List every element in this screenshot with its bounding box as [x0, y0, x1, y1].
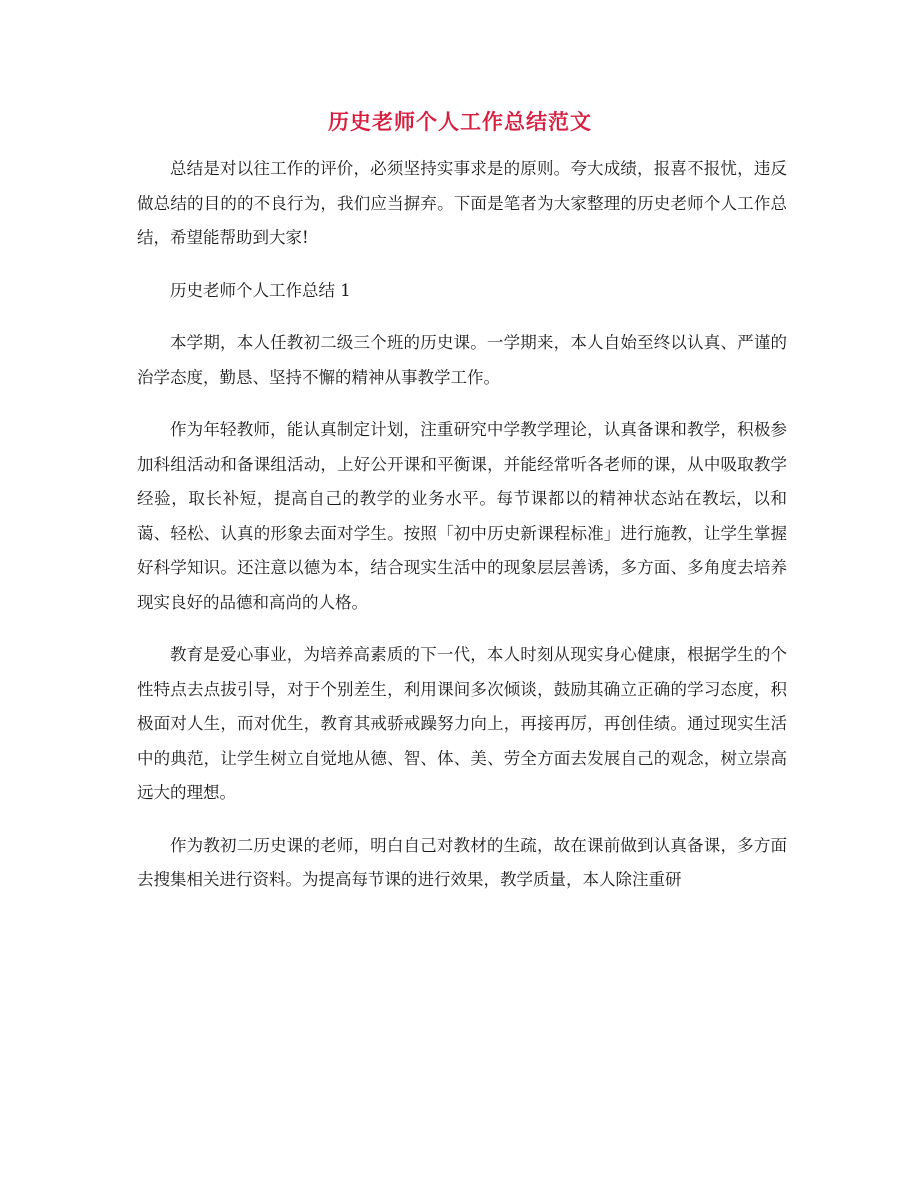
document-title: 历史老师个人工作总结范文 — [328, 110, 592, 134]
section-heading: 历史老师个人工作总结 1 — [170, 280, 351, 300]
paragraph: 作为年轻教师，能认真制定计划，注重研究中学教学理论，认真备课和教学，积极参加科组活动和备课组活动，上好公开课和平衡课，并能经常听各老师的课，从中吸取教学经验，取长补短，提高自己的教学的业务水平。每节课都以的精神状态站在教坛，以和蔼、轻松、认真的形象去面对学生。按照「初中历史新课程标准」进行施教，让学生掌握好科学知识。还注意以德为本，结合现实生活中的现象层层善诱，多方面、多角度去培养现实良好的品德和高尚的人格。 — [137, 420, 787, 612]
document-body — [137, 152, 787, 898]
paragraph: 教育是爱心事业，为培养高素质的下一代，本人时刻从现实身心健康，根据学生的个性特点去点拔引导，对于个别差生，利用课间多次倾谈，鼓励其确立正确的学习态度，积极面对人生，而对优生，教育其戒骄戒躁努力向上，再接再厉，再创佳绩。通过现实生活中的典范，让学生树立自觉地从德、智、体、美、劳全方面去发展自己的观念，树立崇高远大的理想。 — [137, 645, 787, 802]
paragraph-intro: 总结是对以往工作的评价，必须坚持实事求是的原则。夸大成绩，报喜不报忧，违反做总结的目的的不良行为，我们应当摒弃。下面是笔者为大家整理的历史老师个人工作总结，希望能帮助到大家! — [137, 159, 787, 247]
paragraph: 作为教初二历史课的老师，明白自己对教材的生疏，故在课前做到认真备课，多方面去搜集相关进行资料。为提高每节课的进行效果，教学质量，本人除注重研 — [137, 835, 787, 889]
paragraph: 本学期，本人任教初二级三个班的历史课。一学期来，本人自始至终以认真、严谨的治学态度，勤恳、坚持不懈的精神从事教学工作。 — [137, 333, 787, 387]
